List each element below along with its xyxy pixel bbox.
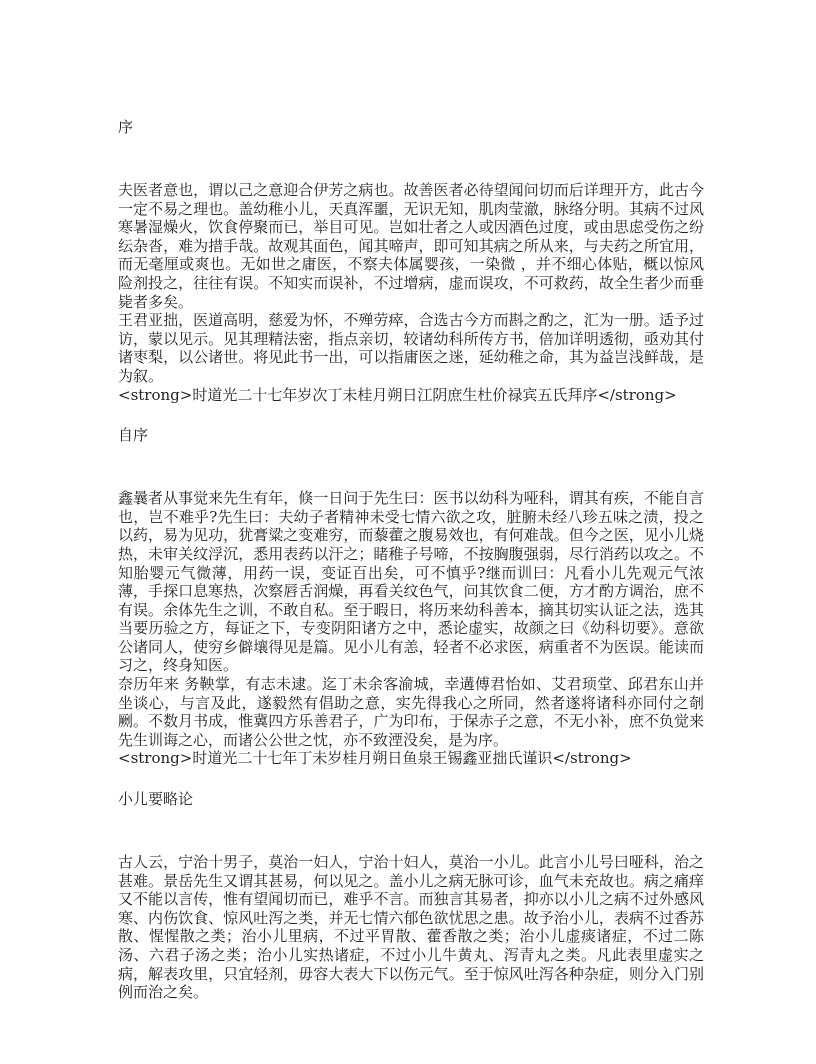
signature-line: <strong>时道光二十七年岁次丁未桂月朔日江阴庶生杜价禄宾五氏拜序</strong>	[118, 385, 677, 404]
preface-body	[118, 181, 704, 404]
paragraph: 古人云，宁治十男子，莫治一妇人，宁治十妇人，莫治一小儿。此言小儿号曰哑科，治之甚难。景岳先生又谓其甚易，何以见之。盖小儿之病无脉可诊，血气未充故也。病之痛痒又不能以言传，惟有望闻切而已，难乎不言。而独言其易者，抑亦以小儿之病不过外感风寒、内伤饮食、惊风吐泻之类，并无七情六郁色欲忧思之患。故予治小儿，表病不过香苏散、惺惺散之类；治小儿里病，不过平胃散、藿香散之类；治小儿虚痰诸症，不过二陈汤、六君子汤之类；治小儿实热诸症，不过小儿牛黄丸、泻青丸之类。凡此表里虚实之病，解表攻里，只宜轻剂，毋容大表大下以伤元气。至于惊风吐泻各种杂症，则分入门别例而治之矣。	[118, 853, 704, 1002]
section-title-essay: 小儿要略论	[118, 790, 194, 809]
paragraph: 鑫曩者从事觉来先生有年，倏一日问于先生曰：医书以幼科为哑科，谓其有疾，不能自言也，岂不难乎?先生曰：夫幼子者精神未受七情六欲之攻，脏腑未经八珍五味之渍，投之以药，易为见功，犹膏粱之变难穷，而藜藿之腹易效也，有何难哉。但今之医，见小儿烧热，未审关纹浮沉，悉用表药以汗之；睹稚子号啼，不按胸腹强弱，尽行消药以攻之。不知胎婴元气微薄，用药一误，变证百出矣，可不慎乎?继而训曰：凡看小儿先观元气浓薄，手探口息寒热，次察唇舌润燥，再看关纹色气，问其饮食二便，方才酌方调治，庶不有误。余体先生之训，不敢自私。至于暇日，将历来幼科善本，摘其切实认证之法，选其当要历验之方，每证之下，专变阴阳诸方之中，悉论虚实，故颜之曰《幼科切要》。意欲公诸同人，使穷乡僻壤得见是篇。见小儿有恙，轻者不必求医，病重者不为医误。能读而习之，终身知医。	[118, 489, 704, 675]
signature-line: <strong>时道光二十七年丁未岁桂月朔日鱼泉王锡鑫亚拙氏谨识</strong>	[118, 749, 632, 768]
author-preface-body	[118, 489, 704, 768]
essay-body	[118, 853, 704, 1002]
paragraph: 奈历年来 务鞅掌，有志未逮。迄丁未余客渝城，幸遘傅君怡如、艾君顼堂、邱君东山并坐谈心，与言及此，遂毅然有倡助之意，实先得我心之所同，然者遂将诸科亦同付之剞劂。不数月书成，惟冀四方乐善君子，广为印布，于保赤子之意，不无小补，庶不负觉来先生训诲之心，而诸公公世之忱，亦不致湮没矣，是为序。	[118, 675, 704, 749]
paragraph: 夫医者意也，谓以己之意迎合伊芳之病也。故善医者必待望闻问切而后详理开方，此古今一定不易之理也。盖幼稚小儿，天真浑噩，无识无知，肌肉莹澈，脉络分明。其病不过风寒暑湿燥火，饮食停聚而已，举目可见。岂如壮者之人或因酒色过度，或由思虑受伤之纷纭杂沓，难为措手哉。故观其面色，闻其啼声，即可知其病之所从来，与夫药之所宜用，而无毫厘或爽也。无如世之庸医，不察夫体属婴孩，一染微 ，并不细心体贴，概以惊风险剂投之，往往有误。不知实而误补，不过增病，虚而误攻，不可救药，故全生者少而垂毙者多矣。	[118, 181, 704, 311]
section-title-preface: 序	[118, 118, 134, 136]
paragraph: 王君亚拙，医道高明，慈爱为怀，不殚劳瘁，合选古今方而斟之酌之，汇为一册。适予过访，蒙以见示。见其理精法密，指点亲切，较诸幼科所传方书，倍加详明透彻，亟劝其付诸枣梨，以公诸世。将见此书一出，可以指庸医之迷，延幼稚之命，其为益岂浅鲜哉，是为叙。	[118, 311, 704, 385]
section-title-author-preface: 自序	[118, 426, 149, 445]
